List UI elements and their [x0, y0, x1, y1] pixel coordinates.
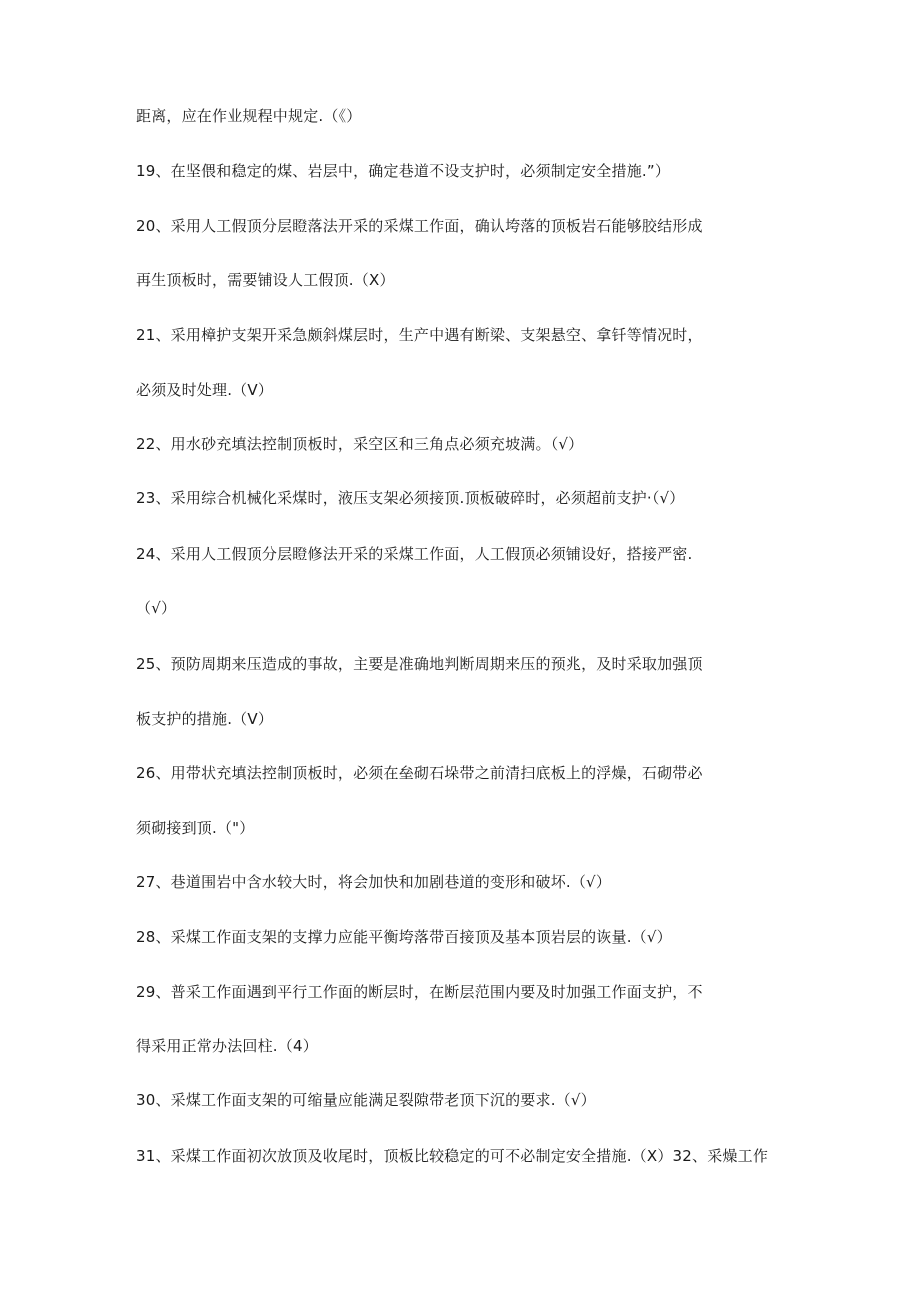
text-line: 24、采用人工假顶分层瞪修法开采的采煤工作面，人工假顶必须铺设好，搭接严密.: [136, 545, 693, 563]
text-line: 28、采煤工作面支架的支撑力应能平衡垮落带百接顶及基本顶岩层的诙量.（√）: [136, 928, 672, 946]
text-line: （√）: [136, 599, 177, 617]
text-line: 26、用带状充填法控制顶板时，必须在垒砌石垛带之前清扫底板上的浮燥，石砌带必: [136, 764, 703, 782]
text-line: 23、采用综合机械化采煤时，液压支架必须接顶.顶板破碎时，必须超前支护·（√）: [136, 489, 685, 507]
text-line: 25、预防周期来压造成的事故，主要是准确地判断周期来压的预兆，及时采取加强顶: [136, 655, 703, 673]
text-line: 31、采煤工作面初次放顶及收尾时，顶板比较稳定的可不必制定安全措施.（X）32、采燥工作: [136, 1147, 769, 1165]
text-line: 30、采煤工作面支架的可缩量应能满足裂隙带老顶下沉的要求.（√）: [136, 1091, 596, 1109]
text-line: 22、用水砂充填法控制顶板时，采空区和三角点必须充坡满。（√）: [136, 435, 584, 453]
text-line: 27、巷道围岩中含水较大时，将会加快和加剧巷道的变形和破坏.（√）: [136, 873, 612, 891]
text-line: 再生顶板时，需要铺设人工假顶.（X）: [136, 271, 395, 289]
text-line: 21、采用樟护支架开采急颇斜煤层时，生产中遇有断梁、支架悬空、拿钎等情况时，: [136, 326, 703, 344]
text-line: 距离，应在作业规程中规定.（《）: [136, 107, 362, 125]
text-line: 板支护的措施.（V）: [136, 710, 274, 728]
text-line: 20、采用人工假顶分层瞪落法开采的采煤工作面，确认垮落的顶板岩石能够胶结形成: [136, 217, 703, 235]
text-line: 19、在坚偎和稳定的煤、岩层中，确定巷道不设支护时，必须制定安全措施.”）: [136, 162, 671, 180]
text-line: 须砌接到顶.（"）: [136, 819, 255, 837]
text-line: 29、普采工作面遇到平行工作面的断层时，在断层范围内要及时加强工作面支护，不: [136, 983, 703, 1001]
text-line: 得采用正常办法回柱.（4）: [136, 1037, 318, 1055]
text-line: 必须及时处理.（V）: [136, 381, 274, 399]
